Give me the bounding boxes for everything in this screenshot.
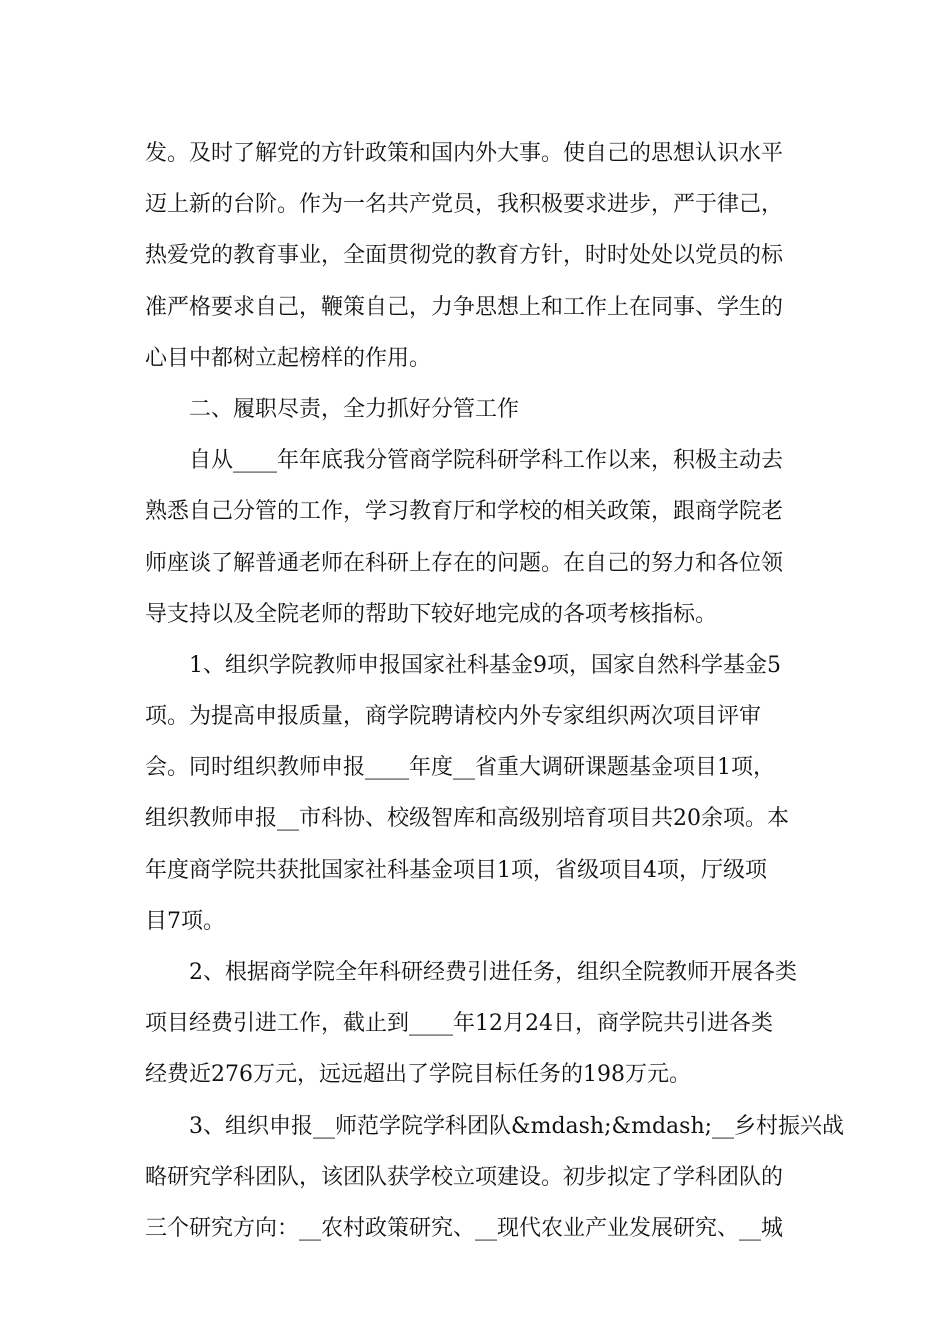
text-line: 经费近276万元，远远超出了学院目标任务的198万元。 — [145, 1062, 691, 1088]
section-heading: 二、履职尽责，全力抓好分管工作 — [145, 396, 520, 422]
text-line: 2、根据商学院全年科研经费引进任务，组织全院教师开展各类 — [145, 960, 797, 985]
text-line: 导支持以及全院老师的帮助下较好地完成的各项考核指标。 — [145, 601, 718, 627]
text-line: 心目中都树立起榜样的作用。 — [145, 345, 432, 371]
text-line: 组织教师申报__市科协、校级智库和高级别培育项目共20余项。本 — [145, 806, 789, 832]
text-line: 师座谈了解普通老师在科研上存在的问题。在自己的努力和各位领 — [145, 550, 784, 576]
text-line: 略研究学科团队，该团队获学校立项建设。初步拟定了学科团队的 — [145, 1164, 784, 1190]
text-line: 3、组织申报__师范学院学科团队&mdash;&mdash;__乡村振兴战 — [145, 1113, 845, 1139]
text-line: 1、组织学院教师申报国家社科基金9项，国家自然科学基金5 — [145, 652, 781, 678]
text-line: 会。同时组织教师申报____年度__省重大调研课题基金项目1项， — [145, 755, 775, 781]
text-line: 项目经费引进工作，截止到____年12月24日，商学院共引进各类 — [145, 1011, 773, 1037]
text-line: 项。为提高申报质量，商学院聘请校内外专家组织两次项目评审 — [145, 704, 762, 730]
text-line: 三个研究方向：__农村政策研究、__现代农业产业发展研究、__城 — [145, 1215, 784, 1241]
text-line: 自从____年年底我分管商学院科研学科工作以来，积极主动去 — [145, 448, 784, 474]
text-line: 熟悉自己分管的工作，学习教育厅和学校的相关政策，跟商学院老 — [145, 499, 784, 525]
text-line: 目7项。 — [145, 908, 225, 934]
text-line: 年度商学院共获批国家社科基金项目1项，省级项目4项，厅级项 — [145, 857, 767, 883]
text-line: 迈上新的台阶。作为一名共产党员，我积极要求进步，严于律己， — [145, 192, 784, 218]
text-line: 热爱党的教育事业，全面贯彻党的教育方针，时时处处以党员的标 — [145, 243, 784, 269]
text-line: 发。及时了解党的方针政策和国内外大事。使自己的思想认识水平 — [145, 141, 784, 166]
text-line: 准严格要求自己，鞭策自己，力争思想上和工作上在同事、学生的 — [145, 294, 784, 320]
document-body — [145, 128, 845, 1254]
